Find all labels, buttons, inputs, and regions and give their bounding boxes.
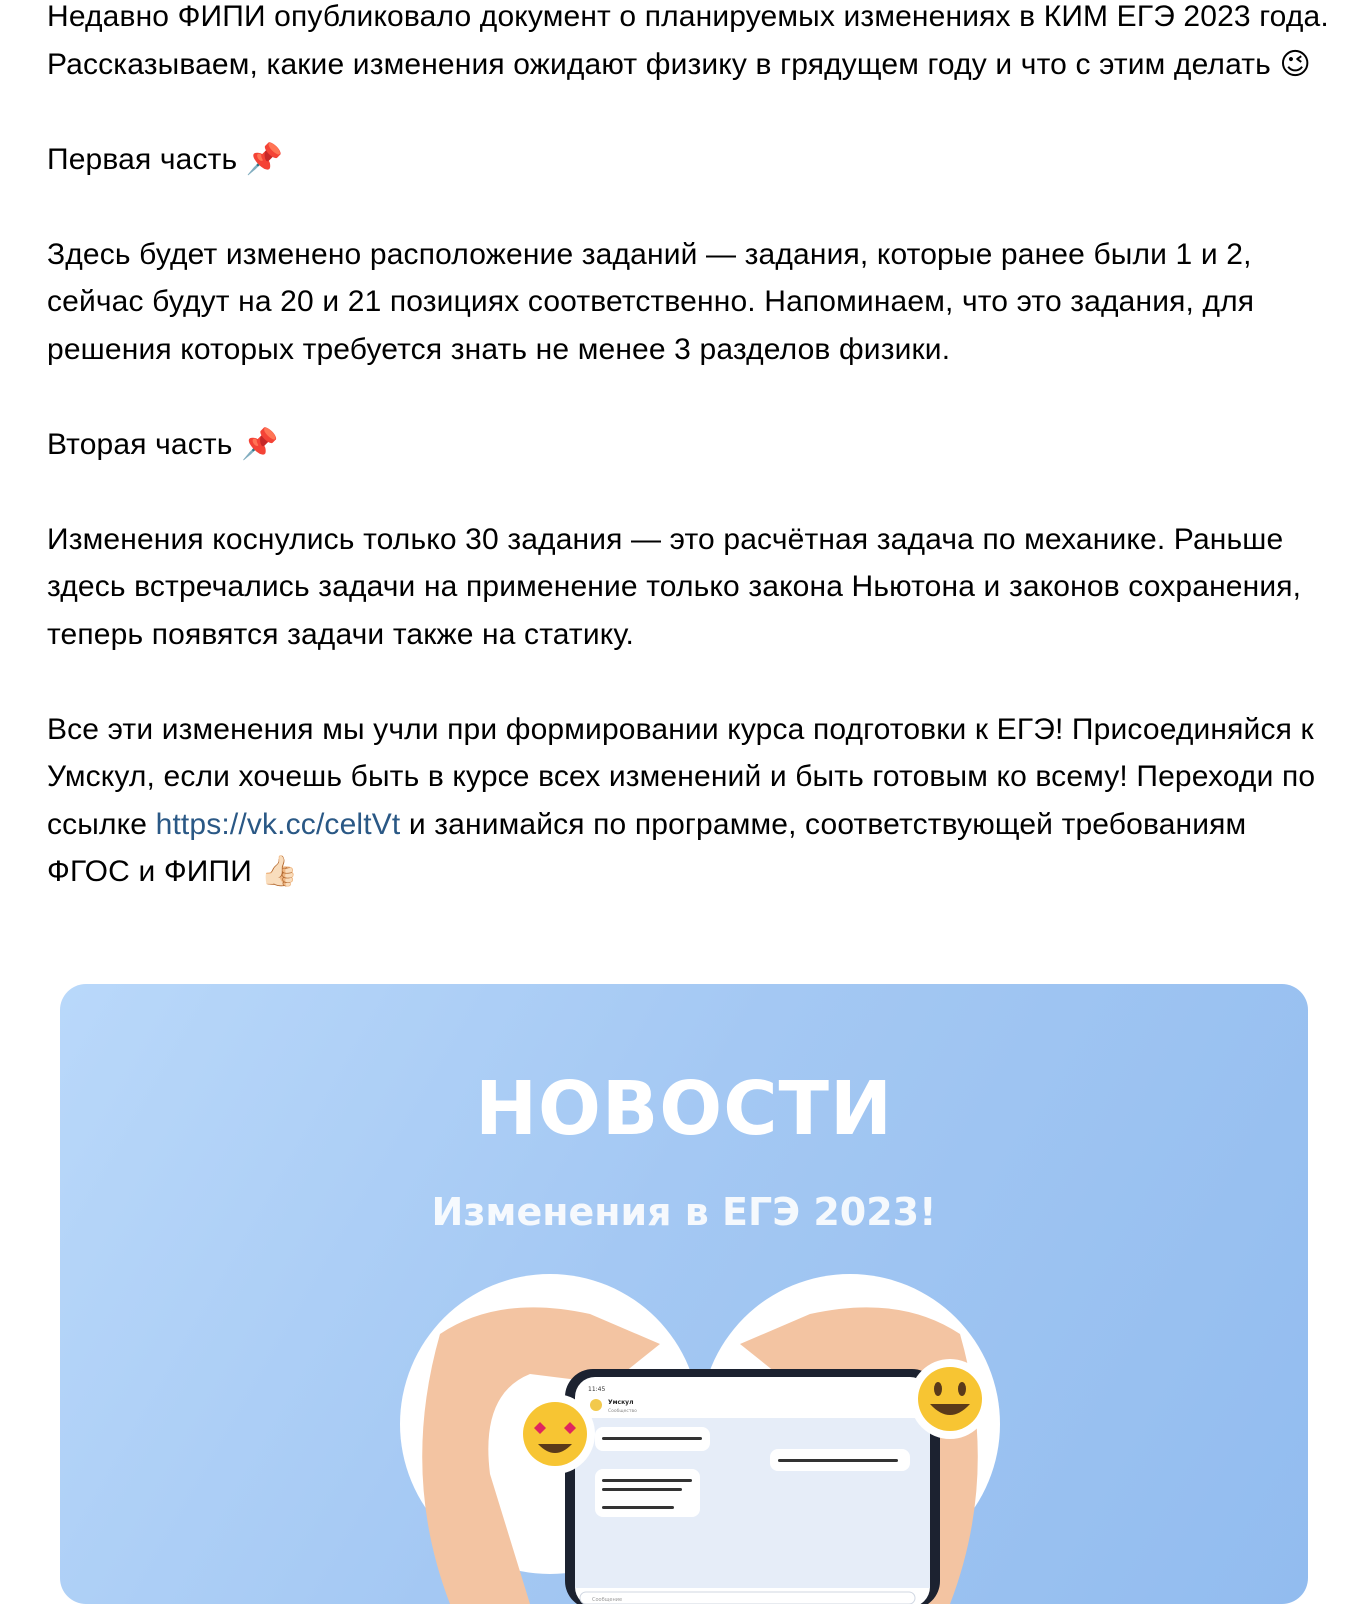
post-cta: Все эти изменения мы учли при формировании курса подготовки к ЕГЭ! Присоединяйся к Умскул, если хочешь быть в курсе всех изменений и быть готовым ко всему! Переходи по ссылке https://vk.cc/celtVt и занимайся по программе, соответствующей требованиям ФГОС и ФИПИ 👍🏻 — [47, 712, 1316, 889]
grinning-eye-left — [934, 1382, 942, 1396]
message-line — [778, 1459, 898, 1462]
message-line — [602, 1437, 702, 1440]
message-input — [580, 1592, 915, 1604]
card-subtitle: Изменения в ЕГЭ 2023! — [431, 1190, 937, 1234]
chat-status: Сообщество — [608, 1409, 637, 1414]
message-line — [602, 1479, 692, 1482]
post-intro: Недавно ФИПИ опубликовало документ о планируемых изменениях в КИМ ЕГЭ 2023 года. Рассказываем, какие изменения ожидают физику в грядущем году и что с этим делать 😉 — [47, 0, 1329, 82]
part1-text: Здесь будет изменено расположение заданий — задания, которые ранее были 1 и 2, сейчас будут на 20 и 21 позициях соответственно. Напоминаем, что это задания, для решения которых требуется знать не менее 3 разделов физики. — [47, 237, 1255, 366]
message-bubble — [595, 1469, 700, 1517]
umskul-link[interactable]: https://vk.cc/celtVt — [155, 807, 401, 841]
part1-heading: Первая часть 📌 — [47, 141, 284, 177]
news-image-card[interactable] — [60, 984, 1308, 1604]
card-title: НОВОСТИ — [475, 1066, 893, 1152]
phone-in-hands-illustration — [380, 1274, 1020, 1604]
thumbs-up-emoji-icon: 👍🏻 — [260, 854, 298, 889]
part2-heading: Вторая часть 📌 — [47, 426, 279, 462]
message-line — [602, 1506, 674, 1509]
pushpin-emoji-icon: 📌 — [241, 426, 279, 462]
part2-text: Изменения коснулись только 30 задания — это расчётная задача по механике. Раньше здесь встречались задачи на применение только закона Ньютона и законов сохранения, теперь появятся задачи также на статику. — [47, 522, 1302, 651]
chat-avatar — [590, 1399, 602, 1411]
wink-emoji-icon: 😉 — [1279, 46, 1311, 82]
grinning-eye-right — [958, 1382, 966, 1396]
heart-eyes-emoji-icon — [523, 1402, 587, 1466]
message-line — [602, 1488, 682, 1491]
phone-time: 11:45 — [588, 1386, 606, 1393]
chat-name: Умскул — [608, 1399, 634, 1406]
post-body — [47, 0, 1337, 896]
message-input-placeholder: Сообщение — [592, 1597, 623, 1603]
pushpin-emoji-icon: 📌 — [245, 141, 284, 177]
grinning-emoji-icon — [918, 1367, 982, 1431]
